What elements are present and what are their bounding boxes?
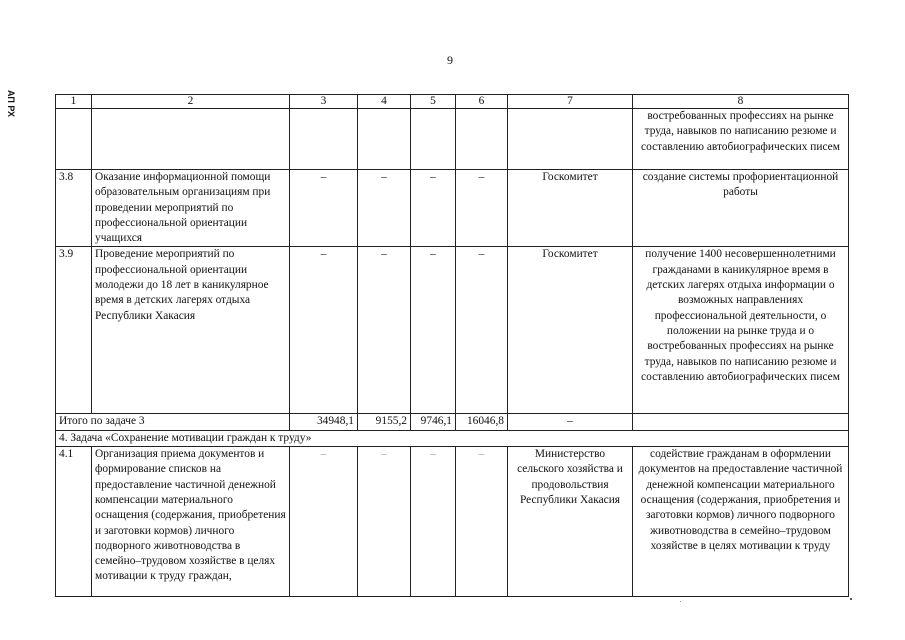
task-4-heading-row [56, 430, 849, 446]
executor-cell: Министерство сельского хозяйства и продовольствия Республики Хакасия [508, 447, 633, 597]
executor-cell: – [508, 414, 633, 430]
name-cell: Оказание информационной помощи образовательным организациям при проведении мероприятий по профессиональной ориентации учащихся [92, 170, 290, 247]
value-cell: – [290, 447, 358, 597]
executor-cell [508, 109, 633, 170]
value-cell: – [290, 247, 358, 414]
value-cell: 16046,8 [456, 414, 508, 430]
executor-cell: Госкомитет [508, 170, 633, 247]
result-cell: содействие гражданам в оформлении документов на предоставление частичной денежной компенсации материального оснащения (содержания, приобретения и заготовки кормов) личного подворного животноводства в семейно–трудовом хозяйстве в целях мотивации к труду [633, 447, 849, 597]
name-cell: Организация приема документов и формирование списков на предоставление частичной денежной компенсации материального оснащения (содержания, приобретения и заготовки кормов) личного подворного животноводства в семейно–трудовом хозяйстве в целях мотивации к труду граждан, [92, 447, 290, 597]
page-number: 9 [447, 53, 453, 67]
table-row-total-3 [56, 414, 849, 430]
value-cell: – [411, 170, 456, 247]
value-cell: 9746,1 [411, 414, 456, 430]
num-cell [56, 109, 92, 170]
value-cell [290, 109, 358, 170]
header-cell: 3 [290, 95, 358, 109]
value-cell: – [411, 247, 456, 414]
scan-speck [850, 598, 852, 600]
program-table [55, 94, 849, 597]
value-cell: – [411, 447, 456, 597]
value-cell: – [358, 447, 411, 597]
result-cell: создание системы профориентационной работы [633, 170, 849, 247]
value-cell [411, 109, 456, 170]
table-row-4-1 [56, 447, 849, 597]
header-cell: 5 [411, 95, 456, 109]
header-cell: 8 [633, 95, 849, 109]
value-cell: – [290, 170, 358, 247]
value-cell: – [456, 247, 508, 414]
value-cell [358, 109, 411, 170]
value-cell: – [456, 447, 508, 597]
value-cell: – [358, 247, 411, 414]
table-row-3-9 [56, 247, 849, 414]
total-label: Итого по задаче 3 [56, 414, 290, 430]
header-cell: 4 [358, 95, 411, 109]
name-cell [92, 109, 290, 170]
header-cell: 6 [456, 95, 508, 109]
num-cell: 4.1 [56, 447, 92, 597]
name-cell: Проведение мероприятий по профессиональной ориентации молодежи до 18 лет в каникулярное время в детских лагерях отдыха Республики Хакасия [92, 247, 290, 414]
task-heading: 4. Задача «Сохранение мотивации граждан к труду» [56, 430, 849, 446]
header-row [56, 95, 849, 109]
result-cell: получение 1400 несовершеннолетними гражданами в каникулярное время в детских лагерях отдыха информации о возможных направлениях профессиональной деятельности, о положении на рынке труда и о востребованных профессиях на рынке труда, навыков по написанию резюме и составлению автобиографических писем [633, 247, 849, 414]
value-cell: – [456, 170, 508, 247]
table-row-3-8 [56, 170, 849, 247]
value-cell: 34948,1 [290, 414, 358, 430]
header-cell: 7 [508, 95, 633, 109]
side-stamp: АП РХ [6, 90, 16, 118]
result-cell [633, 414, 849, 430]
header-cell: 2 [92, 95, 290, 109]
num-cell: 3.8 [56, 170, 92, 247]
scan-speck [680, 601, 681, 602]
num-cell: 3.9 [56, 247, 92, 414]
table-row-continuation [56, 109, 849, 170]
header-cell: 1 [56, 95, 92, 109]
executor-cell: Госкомитет [508, 247, 633, 414]
value-cell: – [358, 170, 411, 247]
result-cell: востребованных профессиях на рынке труда, навыков по написанию резюме и составлению автобиографических писем [633, 109, 849, 170]
value-cell [456, 109, 508, 170]
value-cell: 9155,2 [358, 414, 411, 430]
